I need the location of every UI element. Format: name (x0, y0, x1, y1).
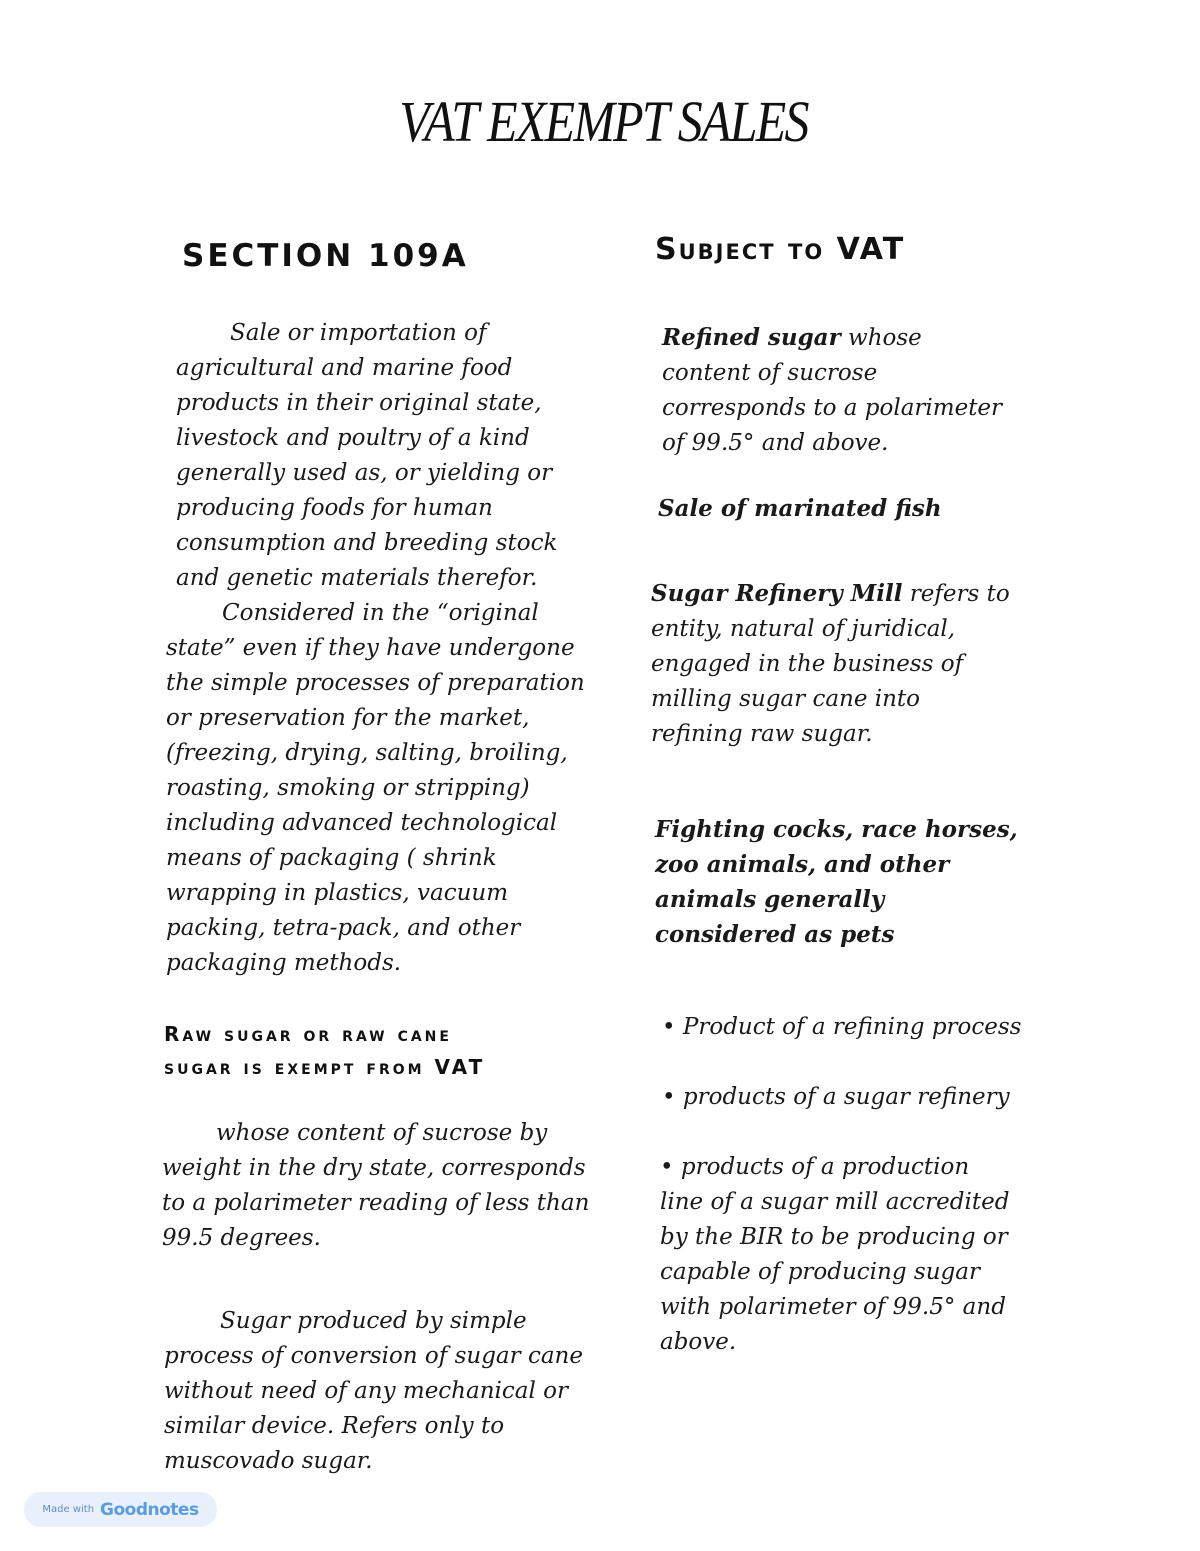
paragraph-line: corresponds to a polarimeter (662, 395, 1003, 421)
bullet-text: • Product of a refining process (662, 1014, 1022, 1040)
paragraph-line: considered as pets (655, 921, 895, 948)
paragraph-line: content of sucrose (662, 360, 878, 386)
agricultural-products-paragraph (176, 316, 557, 596)
bullet-line: • products of a production (660, 1154, 970, 1180)
paragraph-line: agricultural and marine food (176, 355, 513, 381)
paragraph-text: refers to (902, 581, 1010, 607)
refined-sugar-paragraph (662, 320, 1002, 461)
paragraph-line: and genetic materials therefor. (176, 565, 538, 591)
subject-to-vat-heading: Subject to VAT (655, 232, 906, 267)
heading-line: Raw sugar or raw cane (164, 1022, 452, 1046)
paragraph-line (651, 576, 1010, 612)
original-state-paragraph (166, 596, 585, 981)
heading-line: sugar is exempt from VAT (164, 1055, 486, 1079)
goodnotes-logo: Goodnotes (100, 1499, 199, 1520)
paragraph-line: packaging methods. (166, 950, 402, 976)
sugar-refinery-mill-paragraph (651, 576, 1010, 752)
muscovado-paragraph (164, 1304, 583, 1479)
paragraph-line: entity, natural of juridical, (651, 616, 956, 642)
paragraph-line: Sale or importation of (230, 320, 487, 346)
page-title: VAT EXEMPT SALES (399, 89, 808, 154)
paragraph-line: refining raw sugar. (651, 721, 873, 747)
paragraph-line: milling sugar cane into (651, 686, 921, 712)
paragraph-line: Considered in the “original (222, 600, 539, 626)
bullet-line: line of a sugar mill accredited (660, 1189, 1010, 1215)
paragraph-line: products in their original state, (176, 390, 542, 416)
paragraph-text: whose (840, 325, 922, 351)
made-with-goodnotes-badge[interactable] (24, 1492, 217, 1527)
made-with-label: Made with (42, 1504, 95, 1515)
paragraph-line: to a polarimeter reading of less than (162, 1190, 590, 1216)
sucrose-content-paragraph (162, 1116, 589, 1256)
bullet-line: by the BIR to be producing or (660, 1224, 1008, 1250)
sugar-refinery-mill-term: Sugar Refinery Mill (651, 580, 903, 607)
animals-paragraph (655, 812, 1018, 952)
paragraph-line: Sugar produced by simple (220, 1308, 527, 1334)
paragraph-line: state” even if they have undergone (166, 635, 575, 661)
paragraph-line: Fighting cocks, race horses, (655, 816, 1018, 843)
paragraph-line: the simple processes of preparation (166, 670, 585, 696)
paragraph-line: process of conversion of sugar cane (164, 1343, 583, 1369)
marinated-fish-item (658, 491, 942, 526)
bullet-line: capable of producing sugar (660, 1259, 980, 1285)
bullet-sugar-refinery (662, 1080, 1010, 1115)
paragraph-line: similar device. Refers only to (164, 1413, 505, 1439)
paragraph-line: wrapping in plastics, vacuum (166, 880, 509, 906)
raw-sugar-heading (164, 1018, 485, 1084)
bullet-line: above. (660, 1329, 737, 1355)
paragraph-line: livestock and poultry of a kind (176, 425, 530, 451)
bullet-line: with polarimeter of 99.5° and (660, 1294, 1006, 1320)
bullet-refining-process (662, 1010, 1022, 1045)
paragraph-line: animals generally (655, 886, 885, 913)
paragraph-line (662, 320, 1002, 356)
paragraph-line: or preservation for the market, (166, 705, 530, 731)
paragraph-line: including advanced technological (166, 810, 558, 836)
marinated-fish-text: Sale of marinated fish (658, 495, 942, 522)
paragraph-line: producing foods for human (176, 495, 493, 521)
bullet-production-line (660, 1150, 1009, 1360)
paragraph-line: of 99.5° and above. (662, 430, 889, 456)
paragraph-line: 99.5 degrees. (162, 1225, 321, 1251)
refined-sugar-term: Refined sugar (662, 324, 841, 351)
paragraph-line: zoo animals, and other (655, 851, 950, 878)
paragraph-line: (freezing, drying, salting, broiling, (166, 740, 568, 766)
paragraph-line: packing, tetra-pack, and other (166, 915, 521, 941)
paragraph-line: weight in the dry state, corresponds (162, 1155, 586, 1181)
bullet-text: • products of a sugar refinery (662, 1084, 1010, 1110)
paragraph-line: generally used as, or yielding or (176, 460, 553, 486)
paragraph-line: roasting, smoking or stripping) (166, 775, 530, 801)
section-109a-heading: SECTION 109A (182, 238, 469, 274)
paragraph-line: means of packaging ( shrink (166, 845, 497, 871)
paragraph-line: consumption and breeding stock (176, 530, 558, 556)
paragraph-line: without need of any mechanical or (164, 1378, 568, 1404)
paragraph-line: muscovado sugar. (164, 1448, 373, 1474)
paragraph-line: engaged in the business of (651, 651, 964, 677)
paragraph-line: whose content of sucrose by (216, 1120, 548, 1146)
